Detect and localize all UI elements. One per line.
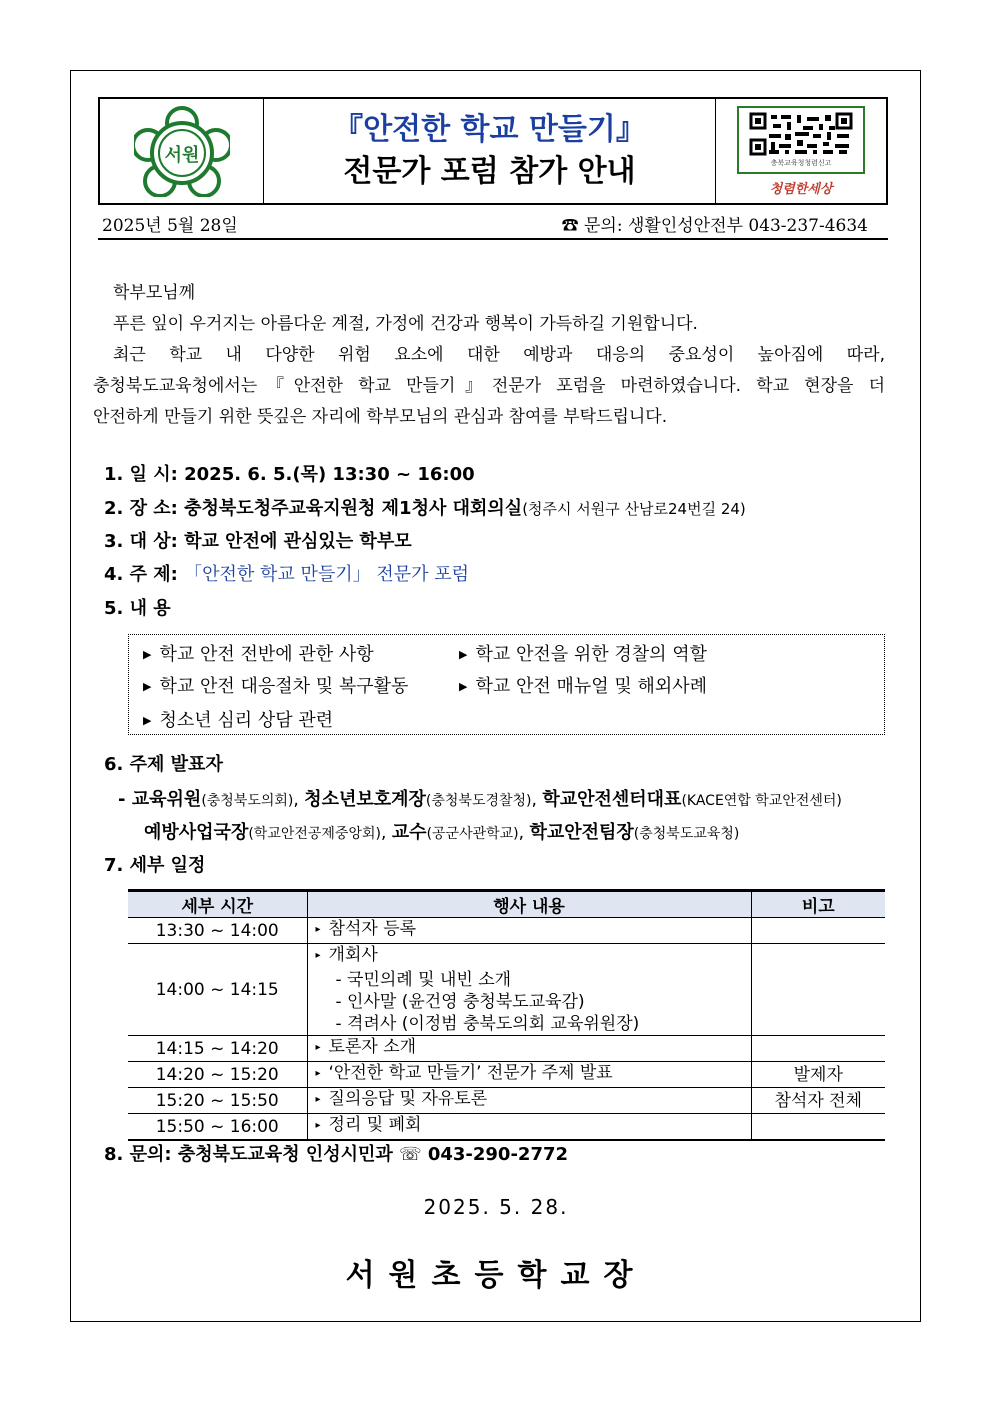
schedule-note (751, 918, 885, 944)
table-row (128, 1114, 885, 1141)
triangle-bullet-icon: ▶ (143, 714, 152, 727)
schedule-content: ▸ 질의응답 및 자유토론 (307, 1088, 751, 1114)
speaker-org: (충청북도의회) (201, 793, 294, 809)
schedule-content: ▸ ‘안전한 학교 만들기’ 전문가 주제 발표 (307, 1062, 751, 1088)
item-topic (104, 560, 469, 586)
content-item: ▶ 학교 안전 대응절차 및 복구활동 (143, 676, 409, 697)
contents-box (128, 634, 885, 735)
item-venue (104, 494, 746, 520)
col-header-time: 세부 시간 (128, 891, 307, 918)
schedule-note (751, 1036, 885, 1062)
speaker-org: (KACE연합 학교안전센터) (681, 793, 842, 809)
col-header-content: 행사 내용 (307, 891, 751, 918)
schedule-time: 15:20 ~ 15:50 (128, 1088, 307, 1114)
schedule-time: 14:15 ~ 14:20 (128, 1036, 307, 1062)
arrow-bullet-icon: ▸ (315, 950, 321, 961)
speaker-role: 교육위원 (131, 789, 202, 810)
principal-signature: 서원초등학교장 (345, 1258, 647, 1293)
triangle-bullet-icon: ▶ (459, 680, 468, 693)
topic-value: 「안전한 학교 만들기」 전문가 포럼 (184, 564, 470, 585)
content-item: ▶ 학교 안전 매뉴얼 및 해외사례 (459, 676, 708, 697)
speaker-org: (공군사관학교) (426, 826, 519, 842)
speakers-line-2: 예방사업국장(학교안전공제중앙회), 교수(공군사관학교), 학교안전팀장(충청북도교육청) (144, 822, 740, 843)
arrow-bullet-icon: ▸ (315, 1094, 321, 1105)
sign-date: 2025. 5. 28. (423, 1195, 569, 1219)
schedule-content: ▸ 토론자 소개 (307, 1036, 751, 1062)
integrity-slogan: 청렴한세상 (769, 181, 833, 197)
schedule-content: ▸ 참석자 등록 (307, 918, 751, 944)
speaker-org: (충청북도경찰청) (425, 793, 532, 809)
schedule-content: ▸ 개회사 - 국민의례 및 내빈 소개 - 인사말 (윤건영 충청북도교육감) - 격려사 (이정범 충북도의회 교육위원장) (307, 944, 751, 1036)
speaker-role: 학교안전팀장 (529, 822, 634, 843)
speakers-heading: 6. 주제 발표자 (104, 754, 223, 775)
content-item: ▶ 학교 안전 전반에 관한 사항 (143, 644, 374, 665)
schedule-heading: 7. 세부 일정 (104, 855, 206, 876)
item-audience: 3. 대 상: 학교 안전에 관심있는 학부모 (104, 531, 412, 552)
sub-item: - 격려사 (이정범 충북도의회 교육위원장) (335, 1014, 640, 1034)
intro-line-3: 안전하게 만들기 위한 뜻깊은 자리에 학부모님의 관심과 참여를 부탁드립니다. (93, 407, 668, 427)
speaker-role: 예방사업국장 (144, 822, 249, 843)
intro-line-2: 충청북도교육청에서는『안전한 학교 만들기』전문가 포럼을 마련하였습니다. 학교 현장을 더 (93, 376, 885, 396)
sub-item: - 국민의례 및 내빈 소개 (335, 970, 512, 990)
qr-area (715, 99, 886, 203)
item-datetime: 1. 일 시: 2025. 6. 5.(목) 13:30 ~ 16:00 (104, 464, 475, 485)
speaker-role: 청소년보호계장 (304, 789, 426, 810)
issue-date: 2025년 5월 28일 (102, 215, 238, 236)
speaker-role: 교수 (391, 822, 427, 843)
schedule-time: 13:30 ~ 14:00 (128, 918, 307, 944)
logo-text: 서원 (164, 145, 199, 166)
triangle-bullet-icon: ▶ (143, 648, 152, 661)
school-emblem-icon (134, 105, 230, 197)
table-row (128, 1036, 885, 1062)
schedule-note: 발제자 (751, 1062, 885, 1088)
speaker-role: 학교안전센터대표 (542, 789, 682, 810)
salutation: 학부모님께 (113, 283, 196, 303)
topic-label: 4. 주 제: (104, 564, 185, 585)
item-contents: 5. 내 용 (104, 598, 171, 619)
venue-main: 2. 장 소: 충청북도청주교육지원청 제1청사 대회의실 (104, 498, 523, 519)
table-row (128, 1062, 885, 1088)
header-box (98, 97, 888, 205)
title-line-1: 『안전한 학교 만들기』 (333, 112, 646, 147)
title-line-2: 전문가 포럼 참가 안내 (343, 154, 636, 189)
intro-line-1: 최근 학교 내 다양한 위험 요소에 대한 예방과 대응의 중요성이 높아짐에 따라, (113, 345, 885, 365)
school-logo (100, 99, 264, 203)
arrow-bullet-icon: ▸ (315, 1042, 321, 1053)
table-row (128, 918, 885, 944)
qr-code[interactable] (737, 106, 865, 174)
arrow-bullet-icon: ▸ (315, 1068, 321, 1079)
contact-info: ☎ 문의: 생활인성안전부 043-237-4634 (561, 215, 868, 236)
schedule-note (751, 944, 885, 1036)
arrow-bullet-icon: ▸ (315, 924, 321, 935)
qr-code-icon (749, 112, 853, 156)
date-bar (98, 208, 888, 240)
table-row (128, 1088, 885, 1114)
intro-section (93, 278, 893, 428)
col-header-note: 비고 (751, 891, 885, 918)
table-header-row (128, 891, 885, 918)
arrow-bullet-icon: ▸ (315, 1120, 321, 1131)
schedule-time: 14:00 ~ 14:15 (128, 944, 307, 1036)
schedule-note (751, 1114, 885, 1141)
schedule-table (128, 889, 885, 1141)
schedule-note: 참석자 전체 (751, 1088, 885, 1114)
speaker-org: (학교안전공제중앙회) (248, 826, 381, 842)
table-row (128, 944, 885, 1036)
schedule-content: ▸ 정리 및 폐회 (307, 1114, 751, 1141)
content-item: ▶ 학교 안전을 위한 경찰의 역할 (459, 644, 708, 665)
inquiry-line: 8. 문의: 충청북도교육청 인성시민과 ☏ 043-290-2772 (104, 1144, 569, 1165)
sub-item: - 인사말 (윤건영 충청북도교육감) (335, 992, 585, 1012)
greeting-paragraph: 푸른 잎이 우거지는 아름다운 계절, 가정에 건강과 행복이 가득하길 기원합니다. (113, 314, 698, 334)
triangle-bullet-icon: ▶ (143, 680, 152, 693)
qr-caption: 충북교육청청렴신고 (770, 158, 832, 167)
content-item: ▶ 청소년 심리 상담 관련 (143, 710, 334, 731)
document-title (264, 99, 715, 203)
speaker-org: (충청북도교육청) (633, 826, 740, 842)
schedule-time: 14:20 ~ 15:20 (128, 1062, 307, 1088)
triangle-bullet-icon: ▶ (459, 648, 468, 661)
venue-address: (청주시 서원구 산남로24번길 24) (522, 500, 746, 518)
schedule-time: 15:50 ~ 16:00 (128, 1114, 307, 1141)
speakers-line-1: - 교육위원(충청북도의회), 청소년보호계장(충청북도경찰청), 학교안전센터대표(KACE연합 학교안전센터) (118, 789, 842, 810)
